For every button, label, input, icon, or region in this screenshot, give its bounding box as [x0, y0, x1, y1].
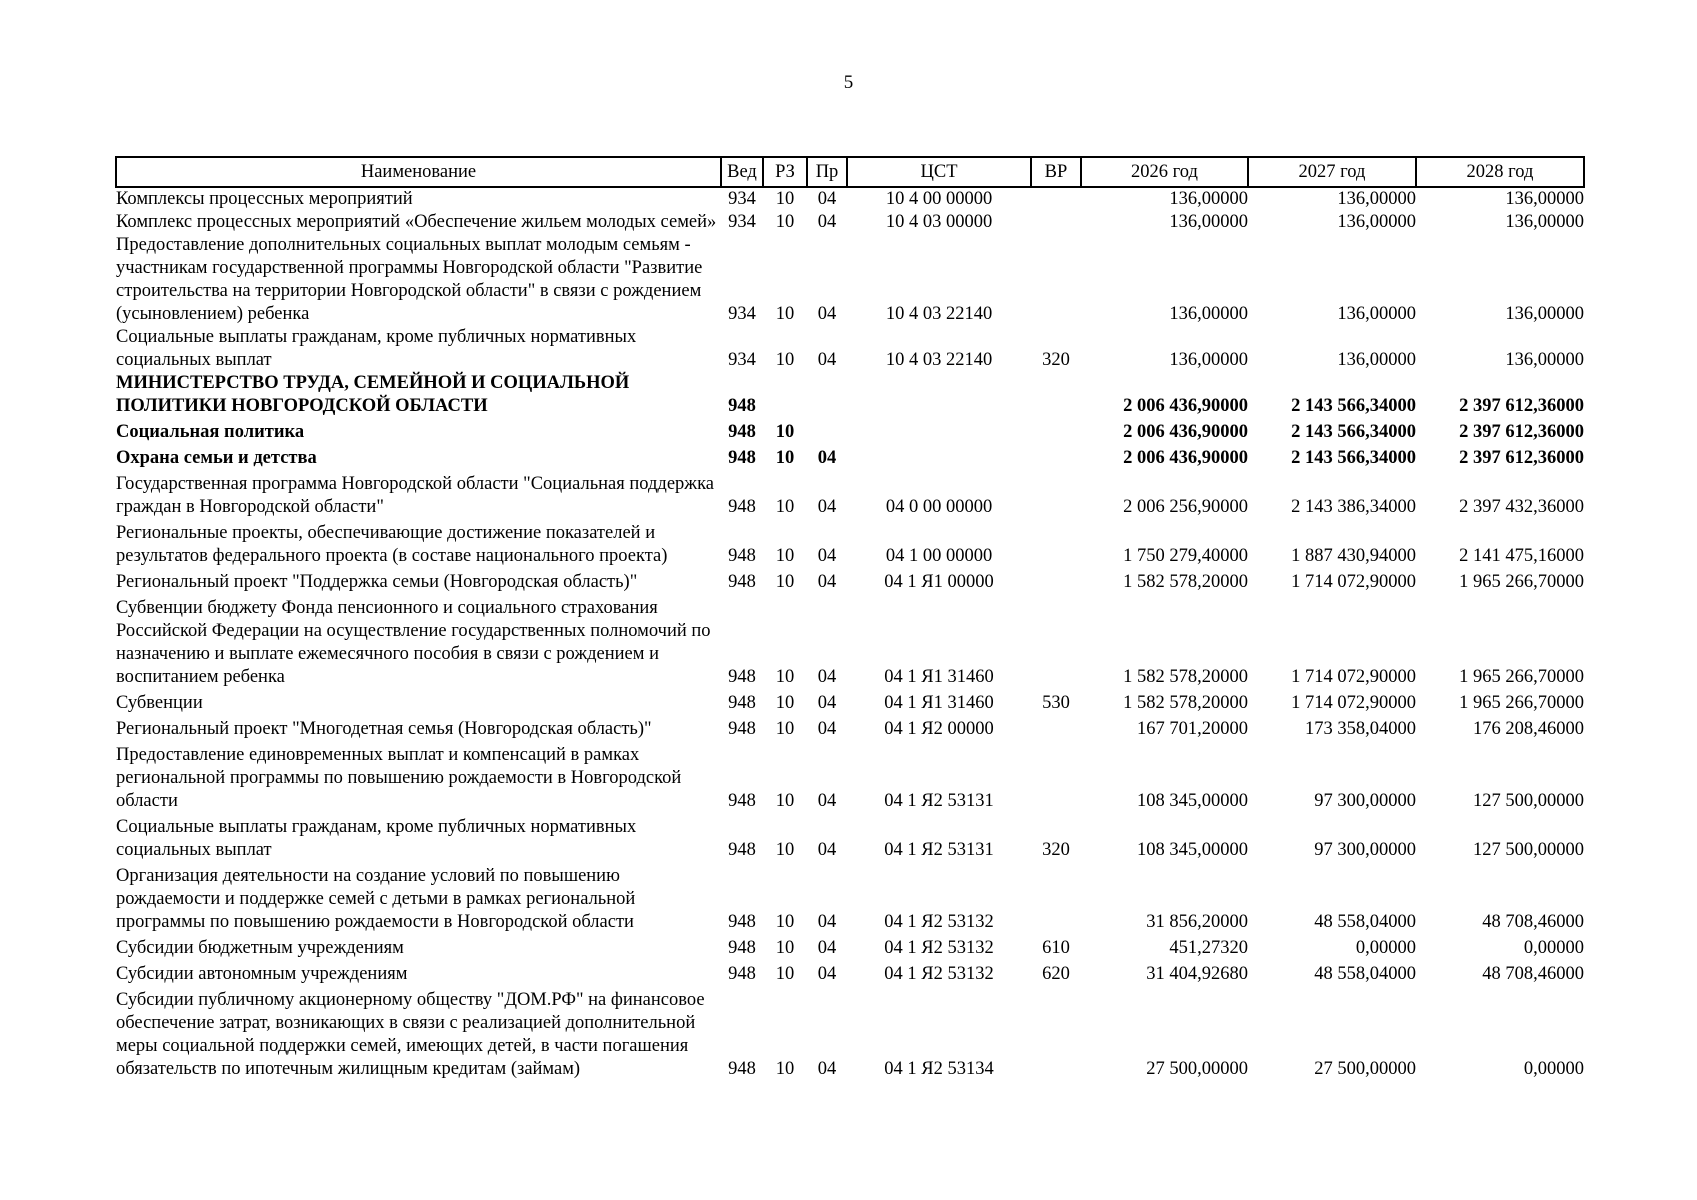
cell-ved: 934 — [728, 212, 756, 232]
cell-2027: 2 143 386,34000 — [1291, 497, 1416, 517]
cell-name: Субвенции бюджету Фонда пенсионного и социального страхования Российской Федерации на осуществление государственных полномочий по назначению и выплате ежемесячного пособия в связи с рождением и воспитанием ребенка — [116, 598, 711, 687]
cell-rz: 10 — [775, 719, 795, 739]
table-row — [116, 960, 1584, 986]
cell-vr — [1031, 418, 1081, 444]
cell-2027: 1 714 072,90000 — [1291, 667, 1416, 687]
cell-2028: 0,00000 — [1523, 1059, 1584, 1079]
table-row — [116, 372, 1584, 418]
cell-cst: 04 1 Я2 53131 — [884, 840, 994, 860]
cell-cst: 04 1 Я2 53131 — [884, 791, 994, 811]
cell-ved: 948 — [728, 667, 756, 687]
table-row — [116, 594, 1584, 689]
cell-2027: 1 714 072,90000 — [1291, 572, 1416, 592]
table-row — [116, 418, 1584, 444]
cell-2026: 108 345,00000 — [1137, 840, 1248, 860]
cell-name: Региональные проекты, обеспечивающие достижение показателей и результатов федерального проекта (в составе национального проекта) — [116, 523, 668, 566]
cell-cst: 10 4 03 00000 — [885, 212, 993, 232]
cell-2026: 31 404,92680 — [1146, 964, 1248, 984]
cell-2028: 1 965 266,70000 — [1459, 693, 1584, 713]
cell-2026: 1 582 578,20000 — [1123, 572, 1248, 592]
cell-2026: 2 006 436,90000 — [1123, 396, 1248, 416]
cell-vr: 320 — [1042, 840, 1070, 860]
cell-name: Социальные выплаты гражданам, кроме публичных нормативных социальных выплат — [116, 817, 637, 860]
cell-pr: 04 — [817, 448, 837, 468]
cell-vr — [1031, 862, 1081, 934]
cell-pr: 04 — [817, 304, 837, 324]
cell-vr — [1031, 986, 1081, 1081]
cell-rz — [763, 372, 807, 418]
table-header-row — [116, 157, 1584, 187]
cell-vr: 320 — [1042, 350, 1070, 370]
cell-vr — [1031, 234, 1081, 326]
cell-ved: 948 — [728, 546, 756, 566]
cell-2026: 1 582 578,20000 — [1123, 667, 1248, 687]
cell-ved: 948 — [728, 572, 756, 592]
cell-ved: 948 — [728, 693, 756, 713]
cell-2027: 2 143 566,34000 — [1291, 422, 1416, 442]
cell-rz: 10 — [775, 572, 795, 592]
cell-vr — [1031, 715, 1081, 741]
cell-rz: 10 — [775, 964, 795, 984]
cell-vr — [1031, 372, 1081, 418]
cell-2028: 1 965 266,70000 — [1459, 667, 1584, 687]
cell-name: МИНИСТЕРСТВО ТРУДА, СЕМЕЙНОЙ И СОЦИАЛЬНОЙ ПОЛИТИКИ НОВГОРОДСКОЙ ОБЛАСТИ — [116, 373, 630, 416]
cell-pr: 04 — [817, 497, 837, 517]
budget-table — [115, 156, 1585, 1081]
cell-vr — [1031, 444, 1081, 470]
cell-2027: 136,00000 — [1337, 212, 1416, 232]
cell-2026: 167 701,20000 — [1137, 719, 1248, 739]
cell-name: Предоставление дополнительных социальных выплат молодым семьям - участникам государственной программы Новгородской области "Развитие строительства на территории Новгородской области" в связи с рождением (усыновлением) ребенка — [116, 235, 703, 324]
cell-name: Субсидии автономным учреждениям — [116, 964, 408, 984]
table-row — [116, 187, 1584, 211]
cell-vr — [1031, 741, 1081, 813]
cell-2026: 136,00000 — [1169, 212, 1248, 232]
cell-pr: 04 — [817, 719, 837, 739]
cell-pr — [807, 418, 847, 444]
cell-cst: 10 4 03 22140 — [885, 350, 993, 370]
cell-cst — [847, 444, 1031, 470]
cell-name: Социальная политика — [116, 422, 305, 442]
cell-ved: 948 — [728, 912, 756, 932]
table-row — [116, 862, 1584, 934]
cell-2027: 136,00000 — [1337, 304, 1416, 324]
cell-name: Государственная программа Новгородской области "Социальная поддержка граждан в Новгородской области" — [116, 474, 714, 517]
cell-ved: 948 — [728, 964, 756, 984]
cell-2026: 1 582 578,20000 — [1123, 693, 1248, 713]
cell-ved: 948 — [728, 840, 756, 860]
cell-rz: 10 — [775, 693, 795, 713]
cell-ved: 948 — [728, 938, 756, 958]
cell-2026: 2 006 436,90000 — [1123, 448, 1248, 468]
cell-ved: 948 — [728, 448, 756, 468]
cell-2027: 136,00000 — [1337, 189, 1416, 209]
cell-vr — [1031, 568, 1081, 594]
cell-rz: 10 — [775, 912, 795, 932]
cell-2026: 2 006 436,90000 — [1123, 422, 1248, 442]
header-2027: 2027 год — [1248, 157, 1416, 187]
cell-2028: 48 708,46000 — [1482, 964, 1584, 984]
cell-vr — [1031, 211, 1081, 234]
cell-vr: 610 — [1042, 938, 1070, 958]
cell-2028: 127 500,00000 — [1473, 840, 1584, 860]
cell-cst: 04 1 Я2 53134 — [884, 1059, 994, 1079]
cell-cst: 04 1 Я2 53132 — [884, 964, 994, 984]
cell-2028: 48 708,46000 — [1482, 912, 1584, 932]
cell-name: Предоставление единовременных выплат и компенсаций в рамках региональной программы по повышению рождаемости в Новгородской области — [116, 745, 682, 811]
cell-name: Комплексы процессных мероприятий — [116, 189, 413, 209]
cell-ved: 934 — [728, 350, 756, 370]
cell-name: Региональный проект "Многодетная семья (Новгородская область)" — [116, 719, 652, 739]
cell-2028: 2 397 432,36000 — [1459, 497, 1584, 517]
cell-2026: 136,00000 — [1169, 350, 1248, 370]
cell-2028: 136,00000 — [1505, 350, 1584, 370]
table-row — [116, 741, 1584, 813]
cell-2026: 2 006 256,90000 — [1123, 497, 1248, 517]
cell-ved: 948 — [728, 422, 756, 442]
header-rz: РЗ — [763, 157, 807, 187]
cell-2027: 1 714 072,90000 — [1291, 693, 1416, 713]
table-body — [116, 187, 1584, 1081]
cell-cst: 04 1 Я2 53132 — [884, 912, 994, 932]
header-cst: ЦСТ — [847, 157, 1031, 187]
table-row — [116, 326, 1584, 372]
cell-cst: 10 4 00 00000 — [885, 189, 993, 209]
cell-2028: 2 141 475,16000 — [1459, 546, 1584, 566]
cell-rz: 10 — [775, 667, 795, 687]
cell-2027: 2 143 566,34000 — [1291, 396, 1416, 416]
table-row — [116, 986, 1584, 1081]
cell-rz: 10 — [775, 350, 795, 370]
cell-ved: 948 — [728, 791, 756, 811]
table-row — [116, 689, 1584, 715]
cell-vr — [1031, 519, 1081, 568]
cell-ved: 948 — [728, 497, 756, 517]
cell-rz: 10 — [775, 304, 795, 324]
cell-2027: 48 558,04000 — [1314, 964, 1416, 984]
cell-pr: 04 — [817, 350, 837, 370]
cell-2027: 27 500,00000 — [1314, 1059, 1416, 1079]
table-row — [116, 470, 1584, 519]
cell-2028: 2 397 612,36000 — [1459, 396, 1584, 416]
table-row — [116, 715, 1584, 741]
header-name: Наименование — [116, 157, 721, 187]
table-row — [116, 444, 1584, 470]
cell-2027: 2 143 566,34000 — [1291, 448, 1416, 468]
header-pr: Пр — [807, 157, 847, 187]
cell-2028: 136,00000 — [1505, 304, 1584, 324]
cell-vr: 530 — [1042, 693, 1070, 713]
cell-ved: 934 — [728, 189, 756, 209]
table-row — [116, 568, 1584, 594]
cell-ved: 948 — [728, 719, 756, 739]
cell-pr: 04 — [817, 964, 837, 984]
cell-2027: 0,00000 — [1355, 938, 1416, 958]
cell-cst: 04 1 Я1 00000 — [884, 572, 994, 592]
cell-cst: 04 1 Я1 31460 — [884, 693, 994, 713]
cell-2028: 2 397 612,36000 — [1459, 448, 1584, 468]
cell-2026: 31 856,20000 — [1146, 912, 1248, 932]
cell-pr: 04 — [817, 667, 837, 687]
cell-vr — [1031, 470, 1081, 519]
cell-cst: 04 1 Я1 31460 — [884, 667, 994, 687]
cell-2027: 1 887 430,94000 — [1291, 546, 1416, 566]
cell-name: Субвенции — [116, 693, 203, 713]
cell-cst: 04 1 00 00000 — [885, 546, 993, 566]
table-row — [116, 234, 1584, 326]
cell-cst: 04 1 Я2 00000 — [884, 719, 994, 739]
cell-name: Социальные выплаты гражданам, кроме публичных нормативных социальных выплат — [116, 327, 637, 370]
cell-name: Региональный проект "Поддержка семьи (Новгородская область)" — [116, 572, 638, 592]
cell-2026: 108 345,00000 — [1137, 791, 1248, 811]
cell-pr — [807, 372, 847, 418]
cell-name: Субсидии публичному акционерному обществу "ДОМ.РФ" на финансовое обеспечение затрат, возникающих в связи с реализацией дополнительной меры социальной поддержки семей, имеющих детей, в части погашения обязательств по ипотечным жилищным кредитам (займам) — [116, 990, 705, 1079]
cell-ved: 948 — [728, 1059, 756, 1079]
cell-rz: 10 — [775, 448, 795, 468]
cell-rz: 10 — [775, 546, 795, 566]
header-ved: Вед — [721, 157, 763, 187]
cell-vr — [1031, 594, 1081, 689]
cell-2028: 1 965 266,70000 — [1459, 572, 1584, 592]
cell-rz: 10 — [775, 189, 795, 209]
cell-ved: 934 — [728, 304, 756, 324]
cell-2028: 0,00000 — [1523, 938, 1584, 958]
cell-name: Субсидии бюджетным учреждениям — [116, 938, 404, 958]
header-vr: ВР — [1031, 157, 1081, 187]
cell-pr: 04 — [817, 693, 837, 713]
cell-pr: 04 — [817, 212, 837, 232]
cell-vr — [1031, 187, 1081, 211]
cell-2028: 136,00000 — [1505, 189, 1584, 209]
cell-cst: 04 1 Я2 53132 — [884, 938, 994, 958]
table-row — [116, 934, 1584, 960]
table-row — [116, 211, 1584, 234]
cell-cst — [847, 372, 1031, 418]
cell-pr: 04 — [817, 1059, 837, 1079]
cell-2028: 136,00000 — [1505, 212, 1584, 232]
header-2028: 2028 год — [1416, 157, 1584, 187]
cell-2026: 1 750 279,40000 — [1123, 546, 1248, 566]
cell-rz: 10 — [775, 212, 795, 232]
header-2026: 2026 год — [1081, 157, 1248, 187]
cell-pr: 04 — [817, 791, 837, 811]
cell-pr: 04 — [817, 840, 837, 860]
cell-pr: 04 — [817, 572, 837, 592]
cell-2027: 136,00000 — [1337, 350, 1416, 370]
cell-cst: 04 0 00 00000 — [885, 497, 993, 517]
cell-2026: 136,00000 — [1169, 304, 1248, 324]
cell-2027: 97 300,00000 — [1314, 840, 1416, 860]
cell-2027: 97 300,00000 — [1314, 791, 1416, 811]
cell-2027: 48 558,04000 — [1314, 912, 1416, 932]
cell-2027: 173 358,04000 — [1305, 719, 1416, 739]
cell-2026: 27 500,00000 — [1146, 1059, 1248, 1079]
table-row — [116, 519, 1584, 568]
cell-cst — [847, 418, 1031, 444]
cell-cst: 10 4 03 22140 — [885, 304, 993, 324]
cell-vr: 620 — [1042, 964, 1070, 984]
cell-2028: 2 397 612,36000 — [1459, 422, 1584, 442]
cell-2026: 451,27320 — [1169, 938, 1248, 958]
cell-pr: 04 — [817, 189, 837, 209]
cell-rz: 10 — [775, 422, 795, 442]
page-number: 5 — [843, 72, 854, 93]
cell-pr: 04 — [817, 912, 837, 932]
cell-name: Комплекс процессных мероприятий «Обеспечение жильем молодых семей» — [116, 212, 717, 232]
cell-rz: 10 — [775, 1059, 795, 1079]
cell-pr: 04 — [817, 938, 837, 958]
cell-2028: 127 500,00000 — [1473, 791, 1584, 811]
cell-2026: 136,00000 — [1169, 189, 1248, 209]
cell-rz: 10 — [775, 840, 795, 860]
cell-name: Охрана семьи и детства — [116, 448, 317, 468]
cell-name: Организация деятельности на создание условий по повышению рождаемости и поддержке семей с детьми в рамках региональной программы по повышению рождаемости в Новгородской области — [116, 866, 636, 932]
table-row — [116, 813, 1584, 862]
cell-rz: 10 — [775, 791, 795, 811]
cell-rz: 10 — [775, 938, 795, 958]
cell-ved: 948 — [728, 396, 756, 416]
cell-rz: 10 — [775, 497, 795, 517]
cell-2028: 176 208,46000 — [1473, 719, 1584, 739]
cell-pr: 04 — [817, 546, 837, 566]
